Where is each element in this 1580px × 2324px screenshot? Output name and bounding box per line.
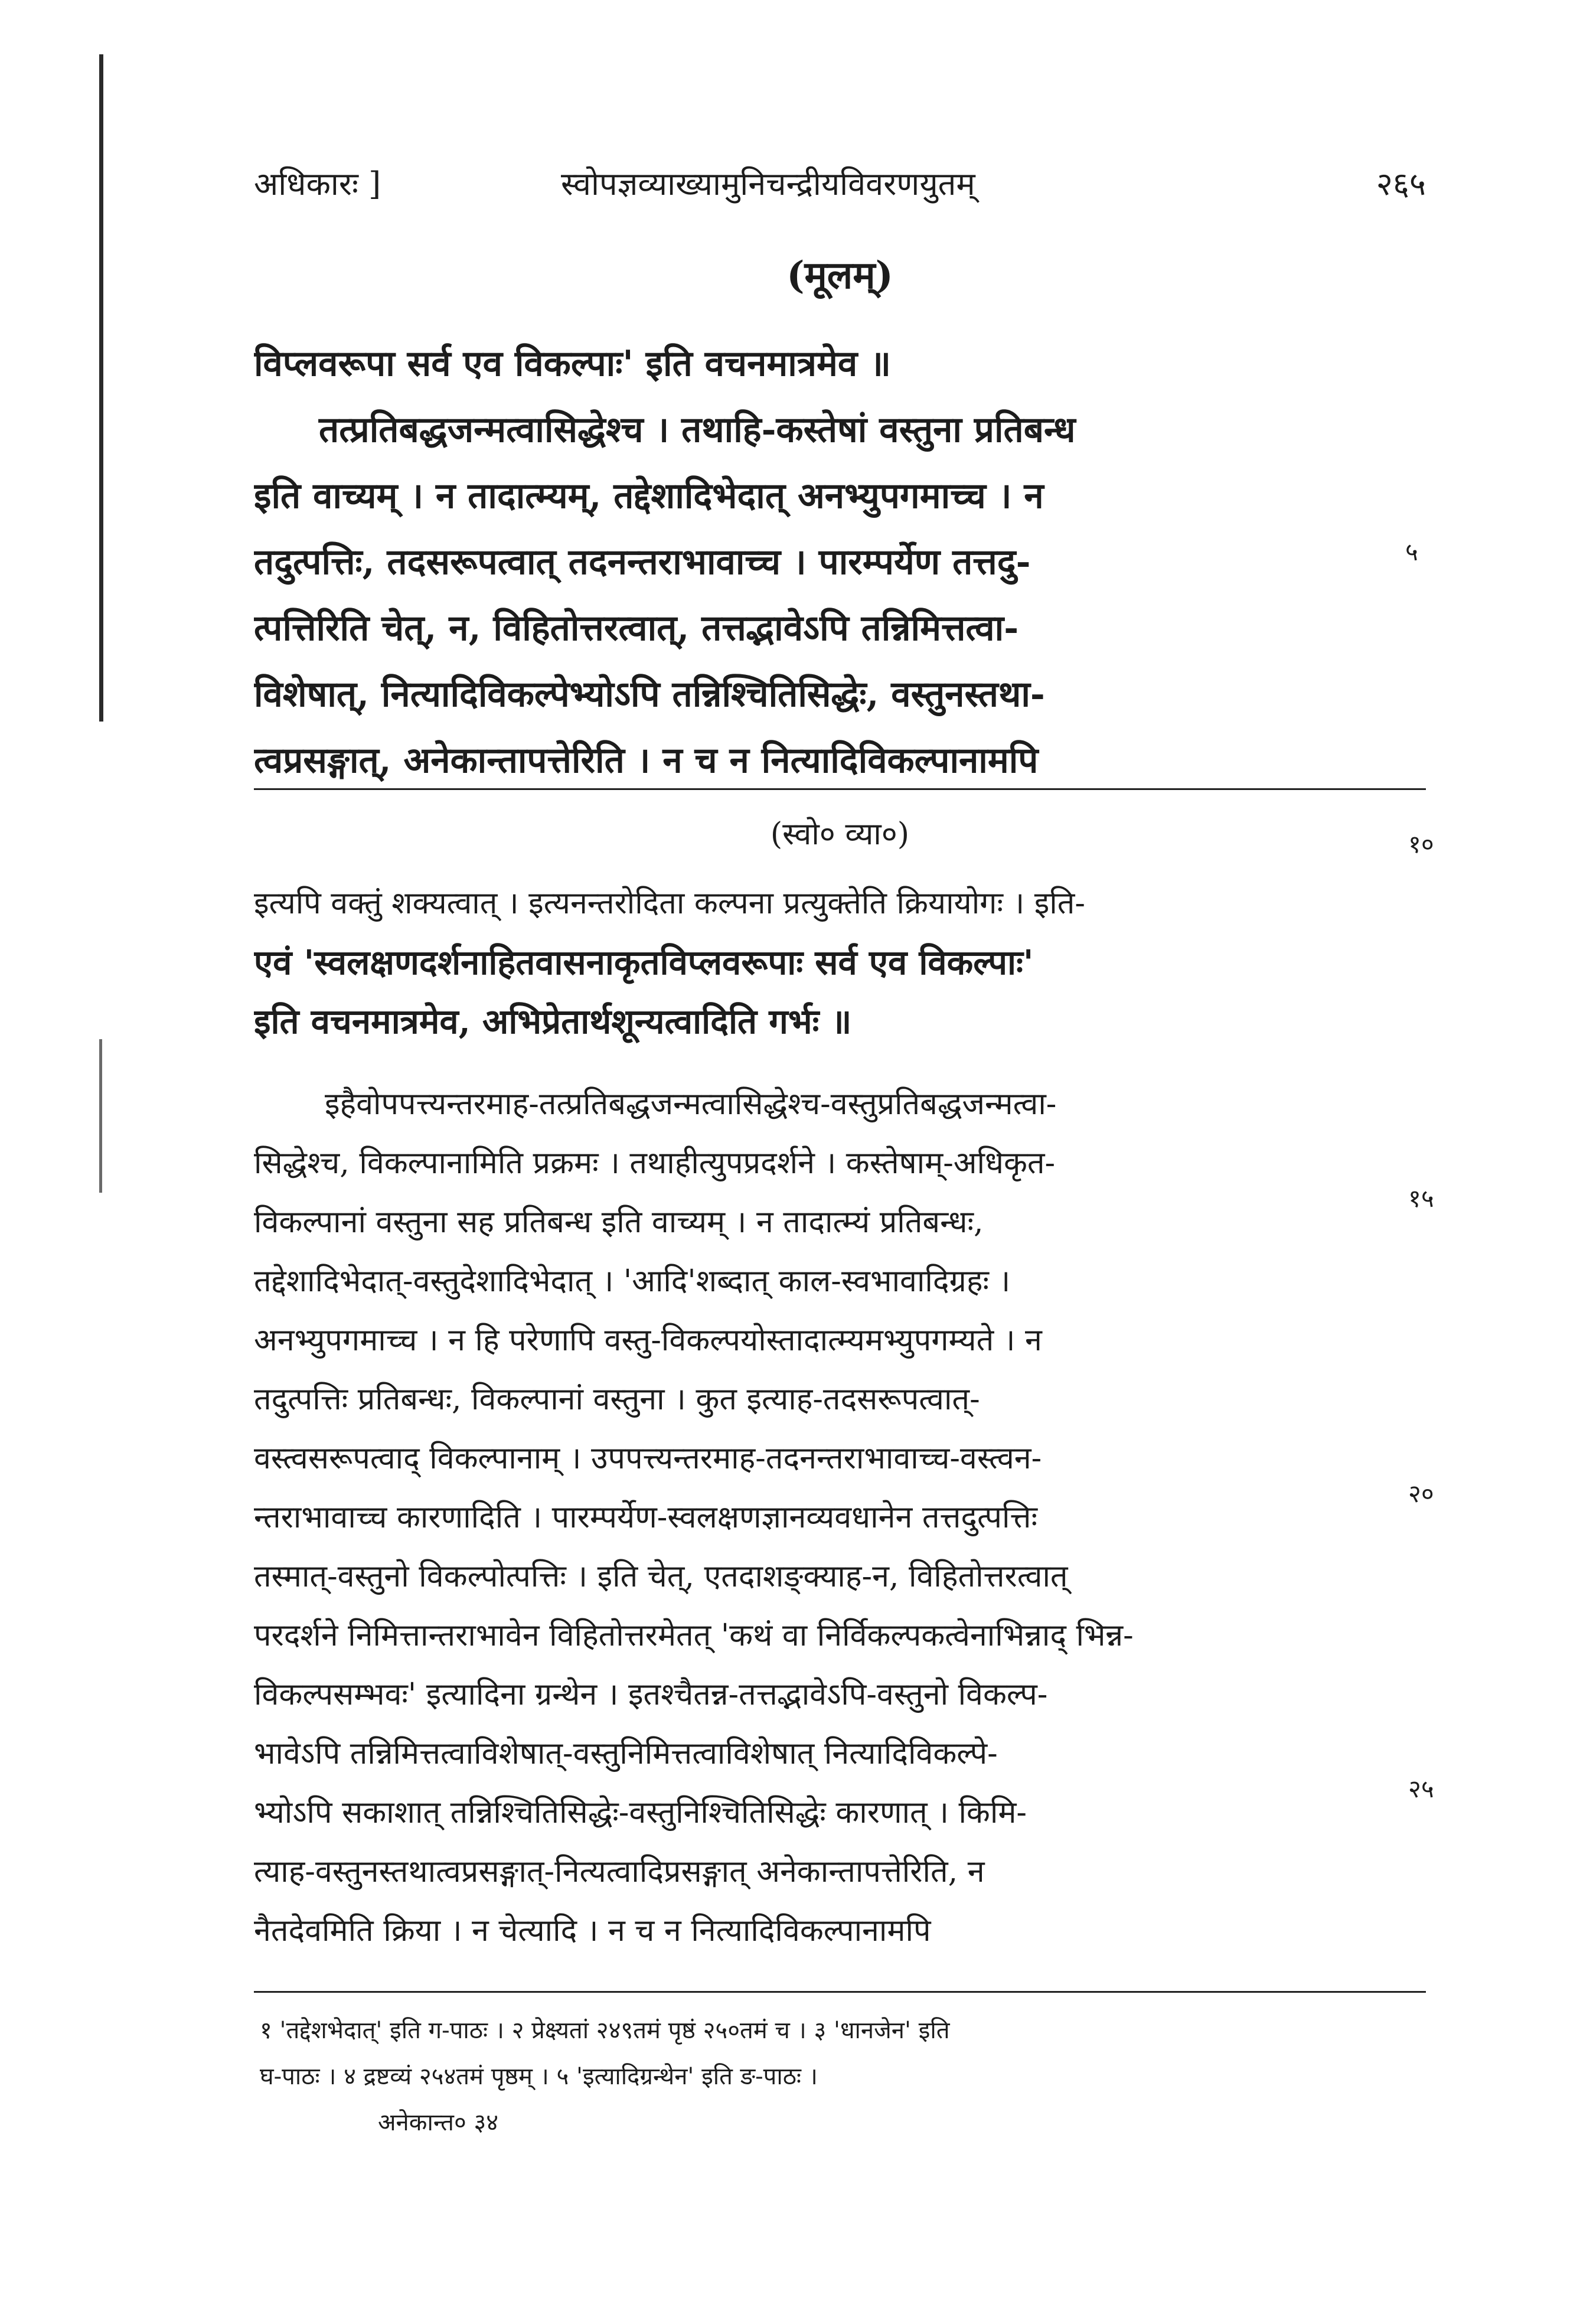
- commentary-heading: (स्वो० व्या०): [770, 817, 910, 852]
- mula-line: विशेषात्, नित्यादिविकल्पेभ्योऽपि तन्निश्चितिसिद्धेः, वस्तुनस्तथा-: [254, 674, 1045, 715]
- mula-line: त्पत्तिरिति चेत्, न, विहितोत्तरत्वात्, तत्तद्भावेऽपि तन्निमित्तत्वा-: [254, 608, 1019, 649]
- commentary-line: विकल्पानां वस्तुना सह प्रतिबन्ध इति वाच्यम् । न तादात्म्यं प्रतिबन्धः,: [254, 1205, 984, 1240]
- commentary-line: सिद्धेश्च, विकल्पानामिति प्रक्रमः । तथाहीत्युपप्रदर्शने । कस्तेषाम्-अधिकृत-: [254, 1145, 1056, 1181]
- commentary-line: अनभ्युपगमाच्च । न हि परेणापि वस्तु-विकल्पयोस्तादात्म्यमभ्युपगम्यते । न: [254, 1323, 1042, 1358]
- footnote-line: घ-पाठः । ४ द्रष्टव्यं २५४तमं पृष्ठम् । ५ 'इत्यादिग्रन्थेन' इति ङ-पाठः ।: [260, 2063, 818, 2090]
- footnotes: [260, 2008, 1405, 2146]
- mula-text: [254, 331, 1388, 794]
- scan-binding-mark: [99, 1039, 102, 1193]
- commentary-line: इहैवोपपत्त्यन्तरमाह-तत्प्रतिबद्धजन्मत्वासिद्धेश्च-वस्तुप्रतिबद्धजन्मत्वा-: [325, 1086, 1057, 1122]
- commentary-line: एवं 'स्वलक्षणदर्शनाहितवासनाकृतविप्लवरूपाः सर्व एव विकल्पाः': [254, 942, 1034, 983]
- commentary-line: इत्यपि वक्तुं शक्यत्वात् । इत्यनन्तरोदिता कल्पना प्रत्युक्तेति क्रियायोगः । इति-: [254, 886, 1085, 921]
- commentary-text: [254, 874, 1399, 1960]
- footnote-line: १ 'तद्देशभेदात्' इति ग-पाठः । २ प्रेक्ष्यतां २४९तमं पृष्ठं २५०तमं च । ३ 'धानजेन' इति: [260, 2017, 950, 2044]
- mula-line: तत्प्रतिबद्धजन्मत्वासिद्धेश्च । तथाहि-कस्तेषां वस्तुना प्रतिबन्ध: [319, 409, 1076, 451]
- commentary-line: तद्देशादिभेदात्-वस्तुदेशादिभेदात् । 'आदि'शब्दात् काल-स्वभावादिग्रहः ।: [254, 1264, 1011, 1299]
- mula-heading: (मूलम्): [786, 253, 893, 298]
- footnote-rule: [254, 1991, 1426, 1993]
- commentary-line: त्याह-वस्तुनस्तथात्वप्रसङ्गात्-नित्यत्वादिप्रसङ्गात् अनेकान्तापत्तेरिति, न: [254, 1854, 985, 1889]
- header-chapter: अधिकारः ]: [254, 165, 381, 203]
- commentary-line: तस्मात्-वस्तुनो विकल्पोत्पत्तिः । इति चेत्, एतदाशङ्क्याह-न, विहितोत्तरत्वात्: [254, 1559, 1068, 1594]
- commentary-line: वस्त्वसरूपत्वाद् विकल्पानाम् । उपपत्त्यन्तरमाह-तदनन्तराभावाच्च-वस्त्वन-: [254, 1441, 1042, 1476]
- line-number: १०: [1408, 830, 1434, 859]
- mula-line: त्वप्रसङ्गात्, अनेकान्तापत्तेरिति । न च न नित्यादिविकल्पानामपि: [254, 740, 1039, 781]
- mula-line: तदुत्पत्तिः, तदसरूपत्वात् तदनन्तराभावाच्च । पारम्पर्येण तत्तदु-: [254, 541, 1031, 583]
- commentary-line: विकल्पसम्भवः' इत्यादिना ग्रन्थेन । इतश्चैतन्न-तत्तद्भावेऽपि-वस्तुनो विकल्प-: [254, 1677, 1048, 1712]
- mula-line: विप्लवरूपा सर्व एव विकल्पाः' इति वचनमात्रमेव ॥: [254, 343, 892, 384]
- commentary-line: परदर्शने निमित्तान्तराभावेन विहितोत्तरमेतत् 'कथं वा निर्विकल्पकत्वेनाभिन्नाद् भिन्न-: [254, 1618, 1134, 1653]
- signature-mark: अनेकान्त० ३४: [378, 2109, 499, 2136]
- line-number: २५: [1408, 1774, 1434, 1803]
- line-number: ५: [1405, 537, 1418, 566]
- commentary-line: इति वचनमात्रमेव, अभिप्रेतार्थशून्यत्वादिति गर्भः ॥: [254, 1001, 852, 1042]
- line-number: २०: [1408, 1479, 1434, 1508]
- running-header: [254, 161, 1426, 208]
- commentary-line: तदुत्पत्तिः प्रतिबन्धः, विकल्पानां वस्तुना । कुत इत्याह-तदसरूपत्वात्-: [254, 1382, 980, 1417]
- scan-binding-mark: [99, 54, 103, 722]
- commentary-line: नैतदेवमिति क्रिया । न चेत्यादि । न च न नित्यादिविकल्पानामपि: [254, 1913, 931, 1948]
- commentary-line: भ्योऽपि सकाशात् तन्निश्चितिसिद्धेः-वस्तुनिश्चितिसिद्धेः कारणात् । किमि-: [254, 1795, 1027, 1830]
- commentary-line: न्तराभावाच्च कारणादिति । पारम्पर्येण-स्वलक्षणज्ञानव्यवधानेन तत्तदुत्पत्तिः: [254, 1500, 1037, 1535]
- line-number: १५: [1408, 1184, 1434, 1213]
- header-title: स्वोपज्ञव्याख्यामुनिचन्द्रीयविवरणयुतम्: [561, 165, 975, 203]
- page-number: २६५: [1376, 165, 1426, 203]
- mula-line: इति वाच्यम् । न तादात्म्यम्, तद्देशादिभेदात् अनभ्युपगमाच्च । न: [254, 475, 1044, 517]
- section-rule: [254, 788, 1426, 790]
- commentary-line: भावेऽपि तन्निमित्तत्वाविशेषात्-वस्तुनिमित्तत्वाविशेषात् नित्यादिविकल्पे-: [254, 1736, 998, 1771]
